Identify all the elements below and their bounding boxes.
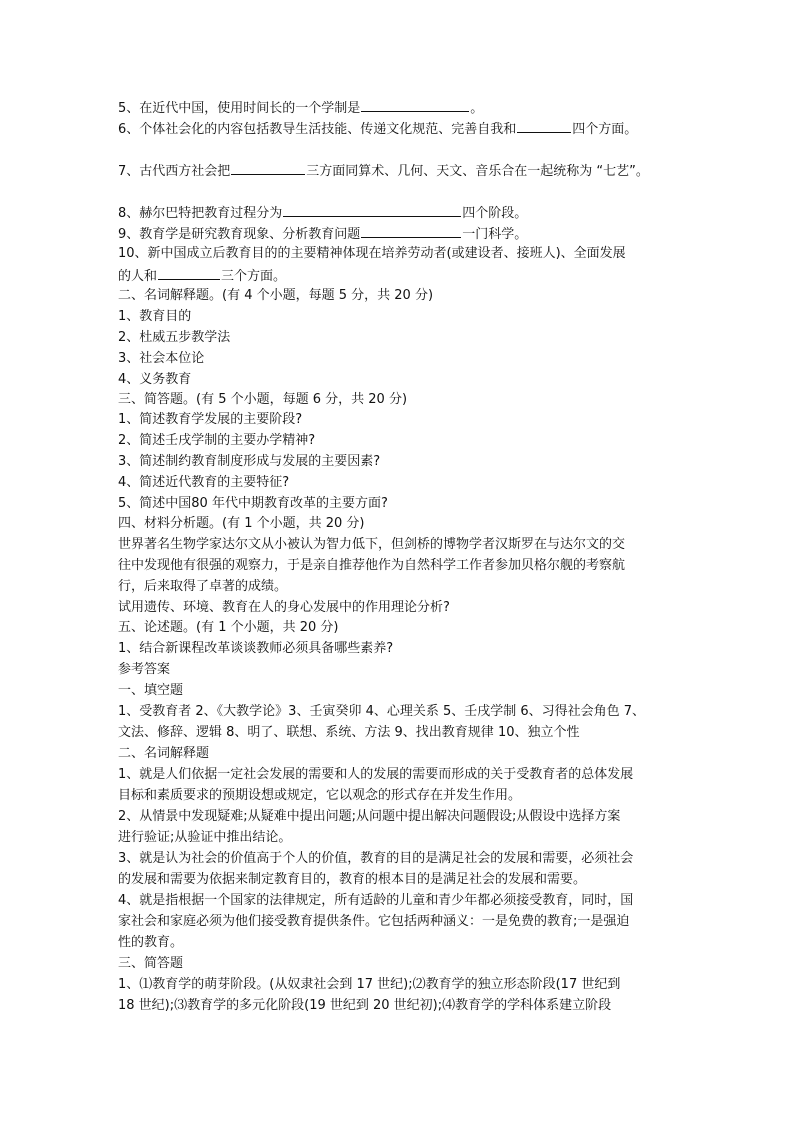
answer-blank [158,265,220,280]
fill-blank-q9 [118,223,527,245]
section3-heading: 三、简答题。(有 5 个小题，每题 6 分，共 20 分) [118,392,408,407]
answer-line: 1、⑴教育学的萌芽阶段。(从奴隶社会到 17 世纪);⑵教育学的独立形态阶段(17 世纪到 [118,977,621,992]
section3-item: 2、简述壬戌学制的主要办学精神? [118,433,316,448]
answers-part2-heading: 二、名词解释题 [118,746,210,761]
material-line: 行，后来取得了卓著的成绩。 [118,579,288,594]
fill-blank-q6 [118,118,637,140]
section4-question: 试用遗传、环境、教育在人的身心发展中的作用理论分析? [118,600,450,615]
q5-text: 5、在近代中国，使用时间长的一个学制是 [118,101,361,116]
section2-item: 2、杜威五步教学法 [118,330,231,345]
q7-text: 7、古代西方社会把 [118,164,231,179]
section2-item: 1、教育目的 [118,309,192,324]
material-line: 往中发现他有很强的观察力，于是亲自推荐他作为自然科学工作者参加贝格尔舰的考察航 [118,558,626,573]
q9-after: 一门科学。 [462,227,528,242]
answer-blank [283,202,461,217]
section5-item: 1、结合新课程改革谈谈教师必须具备哪些素养? [118,641,394,656]
answer-line: 1、就是人们依据一定社会发展的需要和人的发展的需要而形成的关于受教育者的总体发展 [118,767,634,782]
fill-blank-q5 [118,97,483,119]
answer-line: 4、就是指根据一个国家的法律规定，所有适龄的儿童和青少年都必须接受教育，同时，国 [118,893,634,908]
answer-line: 2、从情景中发现疑难;从疑难中提出问题;从问题中提出解决问题假设;从假设中选择方案 [118,809,621,824]
answer-blank [361,97,469,112]
section2-item: 4、义务教育 [118,372,192,387]
section3-item: 5、简述中国80 年代中期教育改革的主要方面? [118,496,388,511]
answer-line: 文法、修辞、逻辑 8、明了、联想、系统、方法 9、找出教育规律 10、独立个性 [118,725,580,740]
q8-after: 四个阶段。 [462,206,528,221]
answers-part1-heading: 一、填空题 [118,683,184,698]
section5-heading: 五、论述题。(有 1 个小题，共 20 分) [118,620,339,635]
section4-heading: 四、材料分析题。(有 1 个小题，共 20 分) [118,516,365,531]
material-line: 世界著名生物学家达尔文从小被认为智力低下，但剑桥的博物学者汉斯罗在与达尔文的交 [118,537,626,552]
fill-blank-q10-line1: 10、新中国成立后教育目的的主要精神体现在培养劳动者(或建设者、接班人)、全面发展 [118,246,626,261]
section3-item: 1、简述教育学发展的主要阶段? [118,412,303,427]
answer-line: 3、就是认为社会的价值高于个人的价值，教育的目的是满足社会的发展和需要，必须社会 [118,851,634,866]
answer-blank [231,160,305,175]
answer-line: 进行验证;从验证中推出结论。 [118,830,292,845]
answer-blank [361,223,461,238]
section3-item: 4、简述近代教育的主要特征? [118,475,290,490]
fill-blank-q7 [118,160,649,182]
answer-line: 家社会和家庭必须为他们接受教育提供条件。它包括两种涵义：一是免费的教育;一是强迫 [118,914,630,929]
q8-text: 8、赫尔巴特把教育过程分为 [118,206,283,221]
q9-text: 9、教育学是研究教育现象、分析教育问题 [118,227,361,242]
answers-part3-heading: 三、简答题 [118,956,184,971]
section2-item: 3、社会本位论 [118,351,205,366]
fill-blank-q10-line2 [118,265,286,287]
q6-after: 四个方面。 [572,122,638,137]
answer-line: 性的教育。 [118,935,184,950]
answer-blank [517,118,571,133]
q6-text: 6、个体社会化的内容包括教导生活技能、传递文化规范、完善自我和 [118,122,517,137]
q10-before: 的人和 [118,269,158,284]
answer-line: 的发展和需要为依据来制定教育目的，教育的根本目的是满足社会的发展和需要。 [118,872,587,887]
answer-line: 18 世纪);⑶教育学的多元化阶段(19 世纪到 20 世纪初);⑷教育学的学科体系建立阶段 [118,998,612,1013]
answer-line: 目标和素质要求的预期设想或规定，它以观念的形式存在并发生作用。 [118,788,522,803]
answers-title: 参考答案 [118,662,171,677]
q7-after: 三方面同算术、几何、天文、音乐合在一起统称为 “七艺”。 [306,164,649,179]
section3-item: 3、简述制约教育制度形成与发展的主要因素? [118,454,381,469]
fill-blank-q8 [118,202,527,224]
answer-line: 1、受教育者 2、《大教学论》3、壬寅癸卯 4、心理关系 5、壬戌学制 6、习得社会角色 7、 [118,704,646,719]
q10-after: 三个方面。 [221,269,287,284]
section2-heading: 二、名词解释题。(有 4 个小题，每题 5 分，共 20 分) [118,288,434,303]
q5-after: 。 [470,101,484,116]
